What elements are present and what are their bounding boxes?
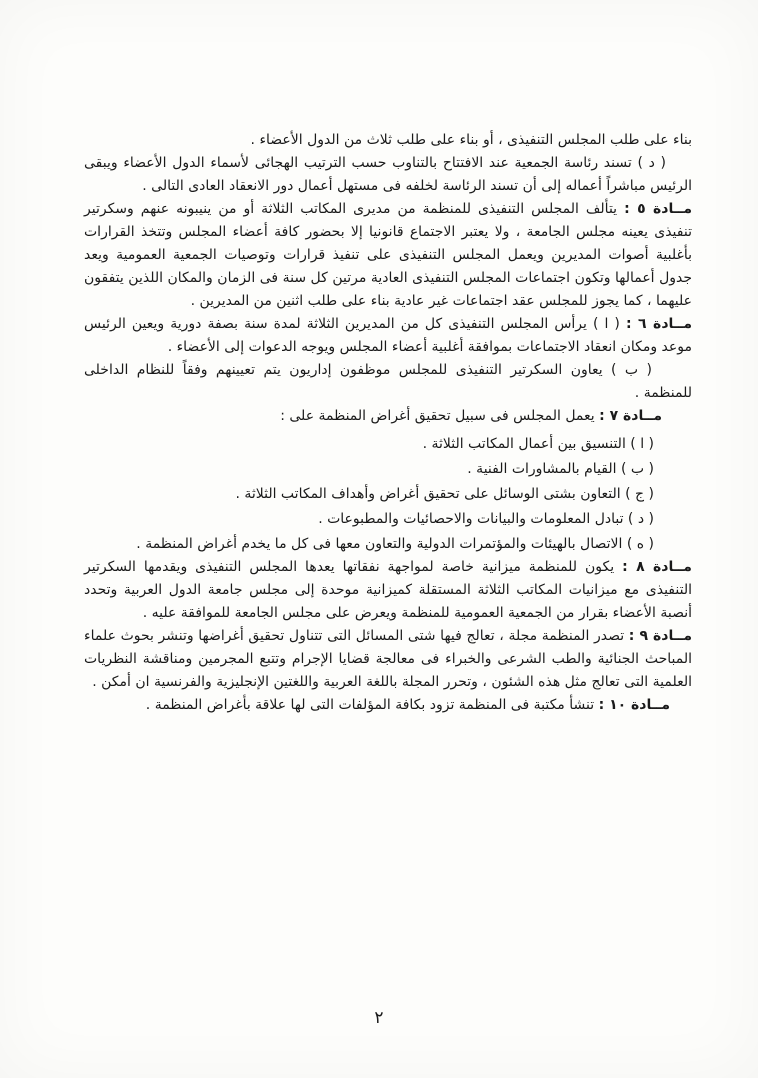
article-9-label: مــادة ٩ : (628, 628, 692, 644)
article-9-text: تصدر المنظمة مجلة ، تعالج فيها شتى المسائل التى تتناول تحقيق أغراضها وتنشر بحوث علماء المباحث الجنائية والطب الشرعى والخبراء فى معالجة قضايا الإجرام وتتبع المجرمين ومناقشة النظريات العلمية التى تعالج مثل هذه الشئون ، وتحرر المجلة باللغة العربية واللغتين الإنجليزية والفرنسية ان أمكن . (84, 628, 692, 690)
document-content (84, 129, 692, 717)
article-5-label: مــادة ٥ : (624, 201, 692, 217)
article-7-list (84, 433, 654, 556)
article-9-paragraph (84, 625, 692, 694)
article-6-sub-paragraph: ( ب ) يعاون السكرتير التنفيذى للمجلس موظفون إداريون يتم تعيينهم وفقاً للنظام الداخلى للمنظمة . (84, 362, 692, 401)
article-7-item: ( ج ) التعاون بشتى الوسائل على تحقيق أغراض وأهداف المكاتب الثلاثة . (235, 486, 654, 502)
article-8-paragraph (84, 556, 692, 625)
article-6-paragraph (84, 313, 692, 359)
article-10-text: تنشأ مكتبة فى المنظمة تزود بكافة المؤلفات التى لها علاقة بأغراض المنظمة . (145, 697, 595, 713)
article-10-label: مــادة ١٠ : (598, 697, 670, 713)
article-8-label: مــادة ٨ : (622, 559, 692, 575)
article-7-label: مــادة ٧ : (599, 408, 662, 424)
page-number: ٢ (374, 1008, 384, 1028)
article-10-paragraph (84, 694, 692, 717)
article-7-item: ( ه ) الاتصال بالهيئات والمؤتمرات الدولية والتعاون معها فى كل ما يخدم أغراض المنظمة . (136, 536, 654, 552)
article-7-item: ( د ) تبادل المعلومات والبيانات والاحصائيات والمطبوعات . (318, 511, 654, 527)
article-7-item: ( ا ) التنسيق بين أعمال المكاتب الثلاثة . (422, 436, 654, 452)
article-5-paragraph (84, 198, 692, 313)
continuation-line: بناء على طلب المجلس التنفيذى ، أو بناء على طلب ثلاث من الدول الأعضاء . (250, 132, 692, 148)
article-5-text: يتألف المجلس التنفيذى للمنظمة من مديرى المكاتب الثلاثة أو من ينيبونه عنهم وسكرتير تنفيذى يعينه مجلس الجامعة ، ولا يعتبر الاجتماع قانونيا إلا بحضور كافة أعضاء المجلس وتتخذ القرارات بأغلبية أصوات المديرين ويعمل المجلس التنفيذى على تنفيذ قرارات وتوصيات الجمعية العمومية ويعد جدول أعمالها وتكون اجتماعات المجلس التنفيذى العادية مرتين كل سنة فى الزمان والمكان اللذين يتفقون عليهما ، كما يجوز للمجلس عقد اجتماعات غير عادية بناء على طلب اثنين من المديرين . (84, 201, 692, 309)
article-6-text: ( ا ) يرأس المجلس التنفيذى كل من المديرين الثلاثة لمدة سنة بصفة دورية ويعين الرئيس موعد ومكان انعقاد الاجتماعات بموافقة أغلبية أعضاء المجلس ويوجه الدعوات إلى الأعضاء . (84, 316, 692, 355)
article-7-text: يعمل المجلس فى سبيل تحقيق أغراض المنظمة على : (280, 408, 595, 424)
article-8-text: يكون للمنظمة ميزانية خاصة لمواجهة نفقاتها يعدها المجلس التنفيذى ويقدمها السكرتير التنفيذى مع ميزانيات المكاتب الثلاثة المستقلة كميزانية موحدة إلى مجلس جامعة الدول العربية وتحدد أنصبة الأعضاء بقرار من الجمعية العمومية للمنظمة ويعرض على مجلس الجامعة للموافقة عليه . (84, 559, 692, 621)
article-6-label: مــادة ٦ : (625, 316, 692, 332)
clause-d-paragraph: ( د ) تسند رئاسة الجمعية عند الافتتاح بالتناوب حسب الترتيب الهجائى لأسماء الدول الأعضاء ويبقى الرئيس مباشراً أعماله إلى أن تسند الرئاسة لخلفه فى مستهل أعمال دور الانعقاد العادى التالى . (84, 155, 692, 194)
article-7-item: ( ب ) القيام بالمشاورات الفنية . (467, 461, 654, 477)
article-7-paragraph (84, 405, 692, 428)
